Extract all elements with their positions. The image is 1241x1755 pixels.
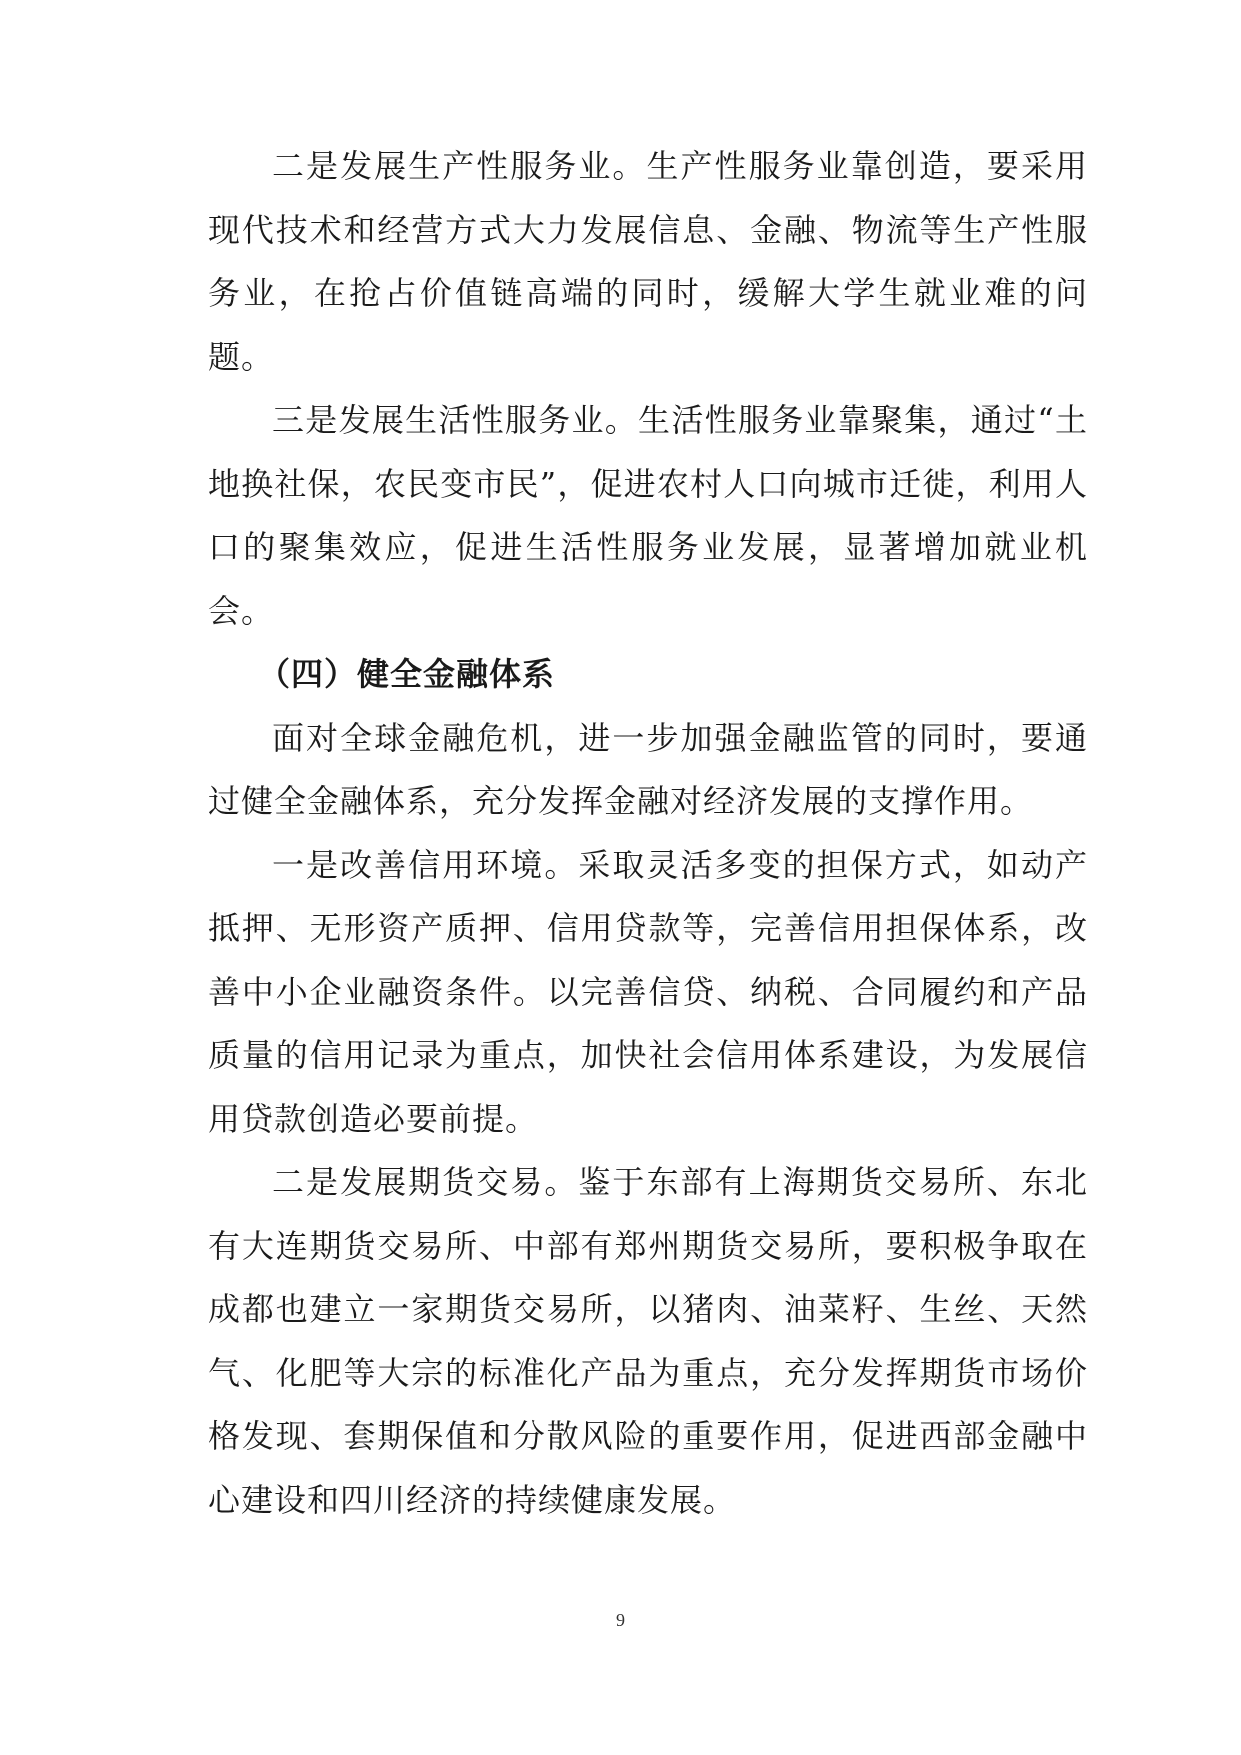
paragraph-financial-system-intro: 面对全球金融危机，进一步加强金融监管的同时，要通过健全金融体系，充分发挥金融对经济发展的支撑作用。 [208, 718, 1088, 820]
document-body [208, 135, 1088, 1532]
paragraph-productive-services: 二是发展生产性服务业。生产性服务业靠创造，要采用现代技术和经营方式大力发展信息、金融、物流等生产性服务业，在抢占价值链高端的同时，缓解大学生就业难的问题。 [208, 147, 1088, 376]
paragraph-credit-environment: 一是改善信用环境。采取灵活多变的担保方式，如动产抵押、无形资产质押、信用贷款等，完善信用担保体系，改善中小企业融资条件。以完善信贷、纳税、合同履约和产品质量的信用记录为重点，加快社会信用体系建设，为发展信用贷款创造必要前提。 [208, 845, 1088, 1138]
paragraph-living-services: 三是发展生活性服务业。生活性服务业靠聚集，通过“土地换社保，农民变市民”，促进农村人口向城市迁徙，利用人口的聚集效应，促进生活性服务业发展，显著增加就业机会。 [208, 401, 1088, 630]
paragraph-futures-trading: 二是发展期货交易。鉴于东部有上海期货交易所、东北有大连期货交易所、中部有郑州期货交易所，要积极争取在成都也建立一家期货交易所，以猪肉、油菜籽、生丝、天然气、化肥等大宗的标准化产品为重点，充分发挥期货市场价格发现、套期保值和分散风险的重要作用，促进西部金融中心建设和四川经济的持续健康发展。 [208, 1163, 1088, 1519]
section-heading: （四）健全金融体系 [258, 655, 556, 693]
page-number: 9 [616, 1610, 625, 1630]
